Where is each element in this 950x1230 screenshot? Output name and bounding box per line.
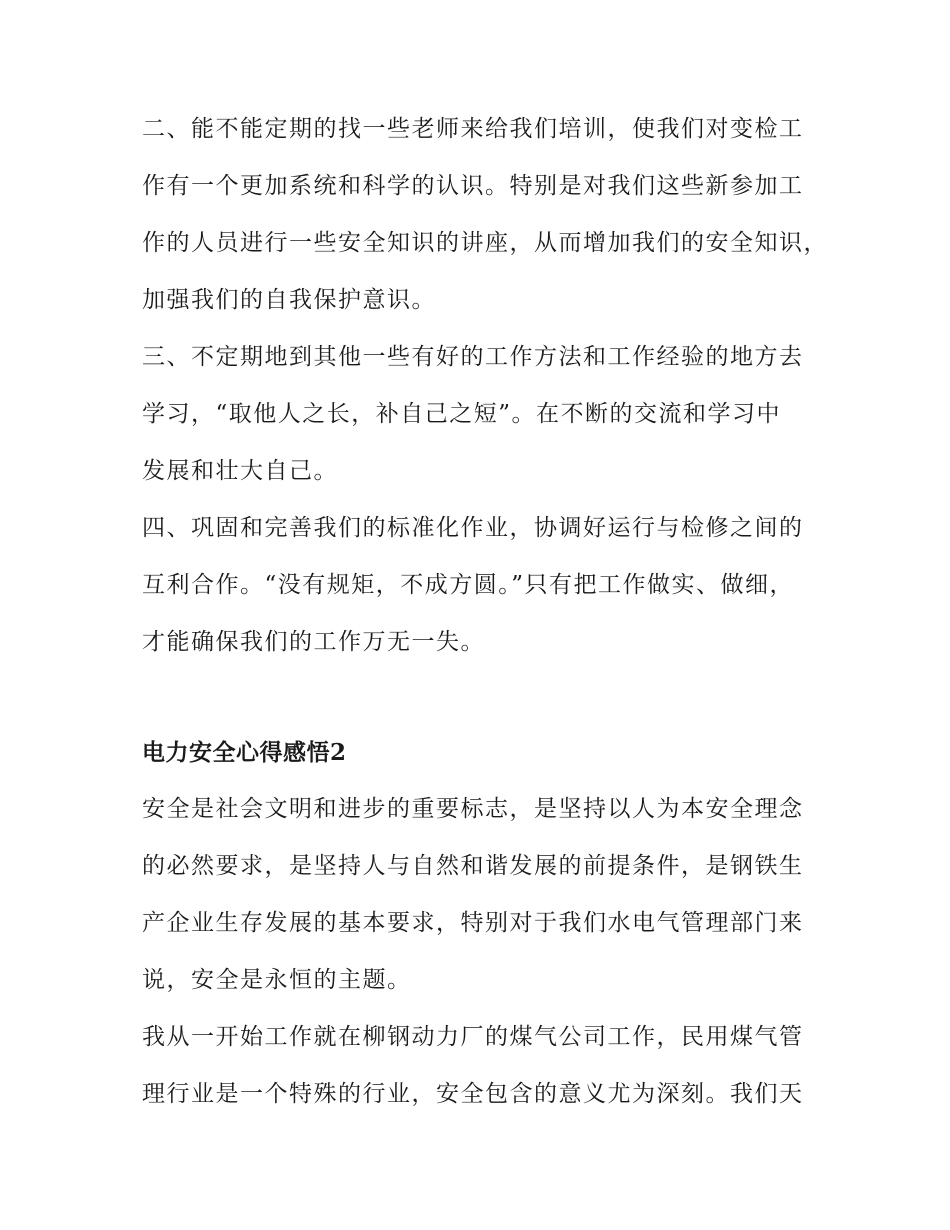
- section-heading: 电力安全心得感悟2: [142, 739, 347, 766]
- paragraph-line: 四、巩固和完善我们的标准化作业，协调好运行与检修之间的: [142, 515, 804, 541]
- paragraph-line: 作的人员进行一些安全知识的讲座，从而增加我们的安全知识，: [142, 230, 828, 256]
- paragraph-line: 说，安全是永恒的主题。: [142, 967, 412, 993]
- paragraph-line: 发展和壮大自己。: [142, 458, 338, 484]
- paragraph-line: 我从一开始工作就在柳钢动力厂的煤气公司工作，民用煤气管: [142, 1024, 804, 1050]
- paragraph-line: 安全是社会文明和进步的重要标志，是坚持以人为本安全理念: [142, 796, 804, 822]
- paragraph-line: 才能确保我们的工作万无一失。: [142, 629, 485, 655]
- paragraph-line: 的必然要求，是坚持人与自然和谐发展的前提条件，是钢铁生: [142, 853, 804, 879]
- paragraph-line: 三、不定期地到其他一些有好的工作方法和工作经验的地方去: [142, 344, 804, 370]
- section1-body: [142, 101, 842, 671]
- paragraph-line: 产企业生存发展的基本要求，特别对于我们水电气管理部门来: [142, 910, 804, 936]
- paragraph-line: 理行业是一个特殊的行业，安全包含的意义尤为深刻。我们天: [142, 1081, 804, 1107]
- paragraph-line: 二、能不能定期的找一些老师来给我们培训，使我们对变检工: [142, 116, 804, 142]
- paragraph-line: 作有一个更加系统和科学的认识。特别是对我们这些新参加工: [142, 173, 804, 199]
- paragraph-line: 互利合作。“没有规矩，不成方圆。”只有把工作做实、做细，: [142, 572, 795, 598]
- section2-body: [142, 781, 842, 1123]
- paragraph-line: 学习，“取他人之长，补自己之短”。在不断的交流和学习中: [142, 401, 782, 427]
- paragraph-line: 加强我们的自我保护意识。: [142, 287, 436, 313]
